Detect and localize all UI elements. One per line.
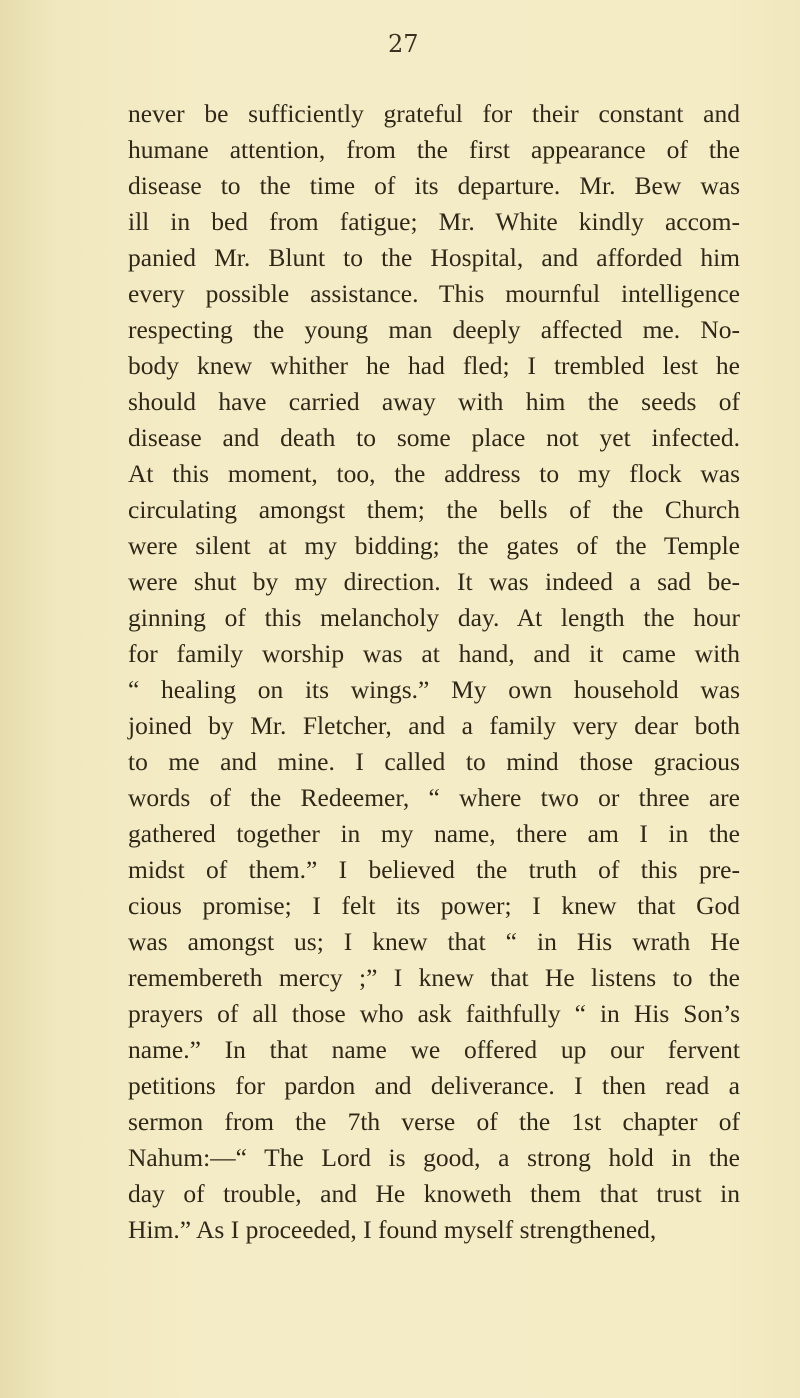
text-line: name.” In that name we offered up our fervent [128,1035,740,1064]
text-line: disease to the time of its departure. Mr. Bew was [128,171,740,200]
text-line: At this moment, too, the address to my flock was [128,459,740,488]
text-line: day of trouble, and He knoweth them that trust in [128,1179,740,1208]
page-number: 27 [388,30,419,58]
text-line: never be sufficiently grateful for their constant and [128,99,740,128]
text-line: should have carried away with him the seeds of [128,387,740,416]
text-line: ill in bed from fatigue; Mr. White kindly accom- [128,207,740,236]
text-line: were silent at my bidding; the gates of the Temple [128,531,740,560]
text-line: for family worship was at hand, and it came with [128,639,740,668]
text-line: every possible assistance. This mournful intelligence [128,279,740,308]
text-line: disease and death to some place not yet infected. [128,423,740,452]
text-line: humane attention, from the first appearance of the [128,135,740,164]
text-line: petitions for pardon and deliverance. I then read a [128,1071,740,1100]
text-line: to me and mine. I called to mind those gracious [128,747,740,776]
text-line: ginning of this melancholy day. At length the hour [128,603,740,632]
body-text [128,96,740,1248]
text-line: panied Mr. Blunt to the Hospital, and afforded him [128,243,740,272]
text-line: gathered together in my name, there am I in the [128,819,740,848]
text-line: cious promise; I felt its power; I knew that God [128,891,740,920]
text-line: respecting the young man deeply affected me. No- [128,315,740,344]
text-line: joined by Mr. Fletcher, and a family very dear both [128,711,740,740]
text-line: Him.” As I proceeded, I found myself strengthened, [128,1215,657,1244]
text-line: “ healing on its wings.” My own household was [128,675,740,704]
text-line: body knew whither he had fled; I trembled lest he [128,351,740,380]
text-line: words of the Redeemer, “ where two or three are [128,783,740,812]
text-line: sermon from the 7th verse of the 1st chapter of [128,1107,740,1136]
text-line: was amongst us; I knew that “ in His wrath He [128,927,740,956]
text-line: prayers of all those who ask faithfully “ in His Son’s [128,999,740,1028]
text-line: midst of them.” I believed the truth of this pre- [128,855,740,884]
text-line: circulating amongst them; the bells of the Church [128,495,740,524]
text-line: remembereth mercy ;” I knew that He listens to the [128,963,740,992]
text-line: were shut by my direction. It was indeed a sad be- [128,567,740,596]
text-line: Nahum:—“ The Lord is good, a strong hold in the [128,1143,740,1172]
